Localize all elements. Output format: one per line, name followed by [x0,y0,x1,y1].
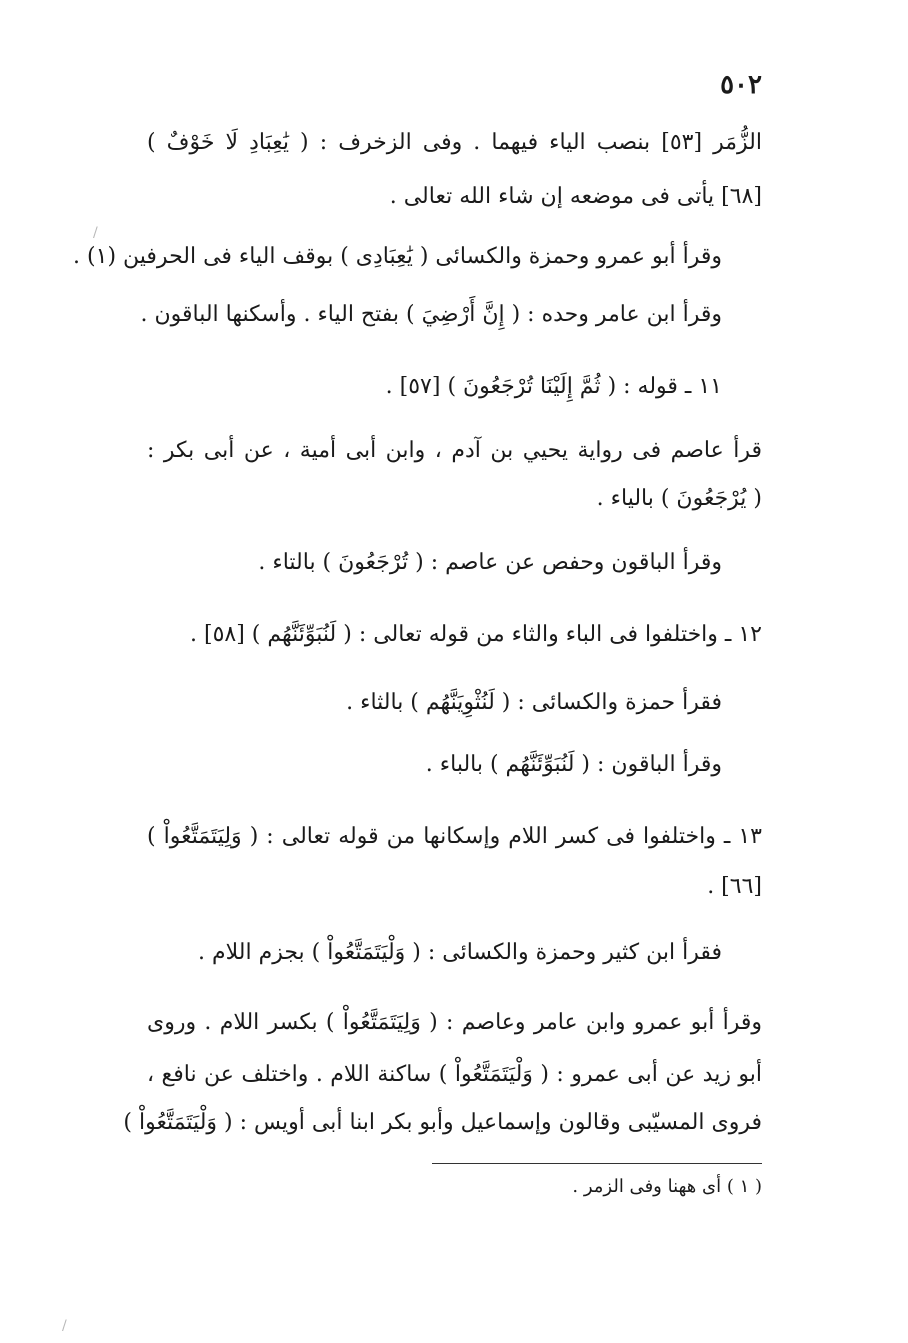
footnote: ( ١ ) أى ههنا وفى الزمر . [572,1176,762,1197]
text-line-8: وقرأ الباقون وحفص عن عاصم : ( تُرْجَعُونَ ) بالتاء . [258,550,722,575]
text-line-11: وقرأ الباقون : ( لَنُبَوِّئَنَّهُم ) بالباء . [425,752,722,777]
text-line-12: ١٣ ـ واختلفوا فى كسر اللام وإسكانها من قوله تعالى : ( وَلِيَتَمَتَّعُواْ ) [147,824,762,849]
text-line-1: الزُّمَر [٥٣] بنصب الياء فيهما . وفى الزخرف : ( يَٰعِبَادِ لَا خَوْفٌ ) [147,130,762,155]
text-line-5: ١١ ـ قوله : ( ثُمَّ إِلَيْنَا تُرْجَعُونَ ) [٥٧] . [385,374,722,399]
text-line-10: فقرأ حمزة والكسائى : ( لَنُثْوِيَنَّهُم ) بالثاء . [346,690,722,715]
text-line-15: وقرأ أبو عمرو وابن عامر وعاصم : ( وَلِيَتَمَتَّعُواْ ) بكسر اللام . وروى [147,1010,762,1035]
footnote-divider [432,1163,762,1164]
text-line-2: [٦٨] يأتى فى موضعه إن شاء الله تعالى . [389,184,762,209]
text-line-7: ( يُرْجَعُونَ ) بالياء . [596,486,762,511]
scan-speck: / [93,225,98,241]
text-line-14: فقرأ ابن كثير وحمزة والكسائى : ( وَلْيَتَمَتَّعُواْ ) بجزم اللام . [198,940,722,965]
text-line-3: وقرأ أبو عمرو وحمزة والكسائى ( يَٰعِبَادِى ) بوقف الياء فى الحرفين (١) . [73,244,722,269]
page-number: ٥٠٢ [720,70,762,100]
text-line-4: وقرأ ابن عامر وحده : ( إِنَّ أَرْضِيَ ) بفتح الياء . وأسكنها الباقون . [140,302,722,327]
text-line-6: قرأ عاصم فى رواية يحيي بن آدم ، وابن أبى أمية ، عن أبى بكر : [147,438,762,463]
text-line-13: [٦٦] . [707,874,762,899]
text-line-9: ١٢ ـ واختلفوا فى الباء والثاء من قوله تعالى : ( لَنُبَوِّئَنَّهُم ) [٥٨] . [189,622,762,647]
scan-speck: / [62,1318,67,1334]
text-line-17: فروى المسيّبى وقالون وإسماعيل وأبو بكر ابنا أبى أويس : ( وَلْيَتَمَتَّعُواْ ) [123,1110,762,1135]
text-line-16: أبو زيد عن أبى عمرو : ( وَلْيَتَمَتَّعُواْ ) ساكنة اللام . واختلف عن نافع ، [147,1062,762,1087]
